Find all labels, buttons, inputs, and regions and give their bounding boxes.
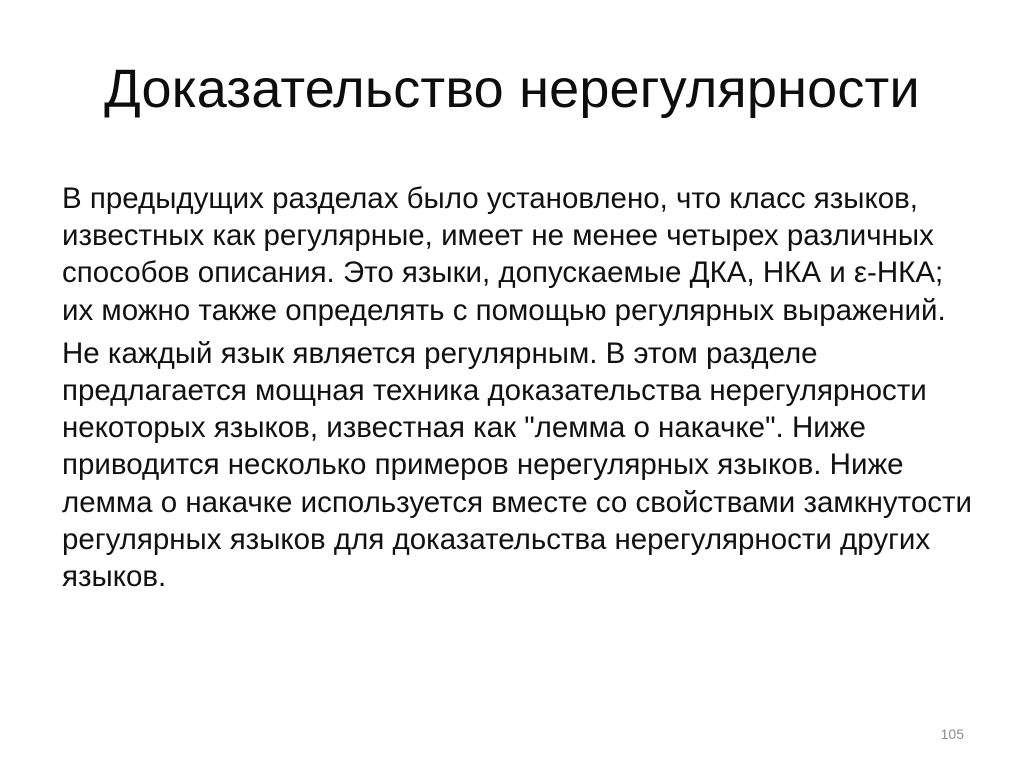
slide-title: Доказательство нерегулярности <box>104 59 920 119</box>
page-number: 105 <box>940 726 964 742</box>
slide-body <box>62 180 978 601</box>
body-paragraph-2: Не каждый язык является регулярным. В этом разделе предлагается мощная техника доказательства нерегулярности некоторых языков, известная как "лемма о накачке". Ниже приводится несколько примеров нерегулярных языков. Ниже лемма о накачке используется вместе со свойствами замкнутости регулярных языков для доказательства нерегулярности других языков. <box>62 336 972 594</box>
body-paragraph-1: В предыдущих разделах было установлено, что класс языков, известных как регулярные, имеет не менее четырех различных способов описания. Это языки, допускаемые ДКА, НКА и ε-НКА; их можно также определять с помощью регулярных выражений. <box>62 182 946 327</box>
